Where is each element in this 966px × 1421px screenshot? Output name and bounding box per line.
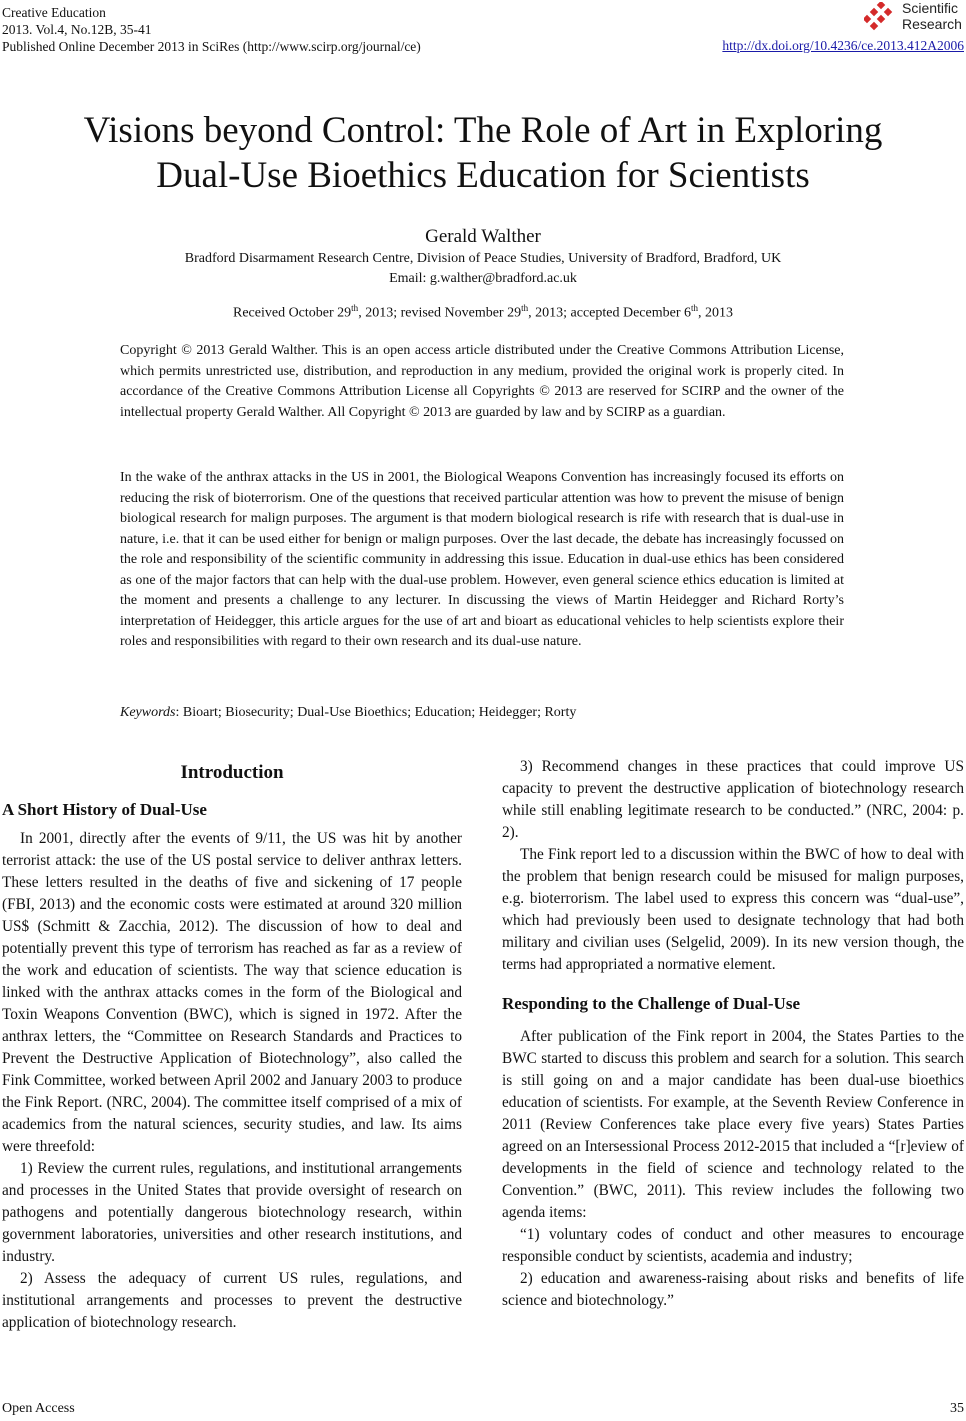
publisher-logo (864, 0, 964, 36)
page-number: 35 (950, 1401, 964, 1416)
journal-volume: 2013. Vol.4, No.12B, 35-41 (2, 22, 152, 37)
paragraph: 2) Assess the adequacy of current US rules, regulations, and institutional arrangements and processes to prevent the destructive application of biotechnology research. (2, 1270, 462, 1331)
right-column (502, 756, 964, 1312)
accepted-sup: th (691, 303, 699, 313)
accepted-date: , 2013; accepted December 6 (528, 305, 691, 321)
paragraph: 1) Review the current rules, regulations, and institutional arrangements and processes in the United States that provide oversight of research on pathogens and potentially dangerous biotechnology research, within government laboratories, universities and other research institutions, and industry. (2, 1160, 462, 1265)
revised-sup: th (521, 303, 529, 313)
article-dates (0, 303, 966, 322)
title-line-2: Dual-Use Bioethics Education for Scientists (156, 155, 810, 196)
received-sup: th (351, 303, 359, 313)
paragraph: 3) Recommend changes in these practices that could improve US capacity to prevent the destructive application of biotechnology research while still enabling legitimate research to be conducted.” (NRC, 2004: p. 2). (502, 758, 964, 841)
affiliation-text: Bradford Disarmament Research Centre, Division of Peace Studies, University of Bradford, Bradford, UK (184, 251, 782, 266)
revised-date: , 2013; revised November 29 (358, 305, 522, 321)
author-affiliation (0, 249, 966, 289)
doi-link[interactable]: http://dx.doi.org/10.4236/ce.2013.412A2006 (722, 38, 964, 53)
keywords-list: : Bioart; Biosecurity; Dual-Use Bioethics; Education; Heidegger; Rorty (175, 705, 577, 720)
abstract: In the wake of the anthrax attacks in the US in 2001, the Biological Weapons Convention has increasingly focused its efforts on reducing the risk of bioterrorism. One of the questions that received particular attention was how to prevent the misuse of benign biological research for malign purposes. The argument is that modern biological research is rife with research that is dual-use in nature, i.e. that it can be used either for benign or malign purposes. Over the last decade, the debate has increasingly focussed on the role and responsibility of the scientific community in addressing this issue. Education in dual-use ethics has been considered as one of the major factors that can help with the dual-use problem. However, even general science ethics education is limited at the moment and presents a challenge to any lecturer. In discussing the views of Martin Heidegger and Richard Rorty’s interpretation of Heidegger, this article argues for the use of art and bioart as educational vehicles to help scientists explore their roles and responsibilities with regard to their own research and its dual-use nature. (120, 470, 844, 649)
keywords (120, 703, 844, 724)
publisher-logo-icon (864, 2, 898, 32)
paragraph: “1) voluntary codes of conduct and other measures to encourage responsible conduct by scientists, academia and industry; (502, 1226, 964, 1265)
paragraph: The Fink report led to a discussion within the BWC of how to deal with the problem that benign research could be misused for malign purposes, e.g. bioterrorism. The label used to express this concern was “dual-use”, which had previously been used to designate technology that had both military and civilian uses (Selgelid, 2009). In its new version though, the terms had appropriated a normative element. (502, 846, 964, 973)
paper-title (0, 108, 966, 198)
journal-header (2, 4, 421, 55)
subsection-heading-responding: Responding to the Challenge of Dual-Use (502, 994, 800, 1013)
copyright-notice: Copyright © 2013 Gerald Walther. This is an open access article distributed under the Creative Commons Attribution License, which permits unrestricted use, distribution, and reproduction in any medium, provided the original work is properly cited. In accordance of the Creative Commons Attribution License all Copyrights © 2013 are reserved for SCIRP and the owner of the intellectual property Gerald Walther. All Copyright © 2013 are guarded by law and by SCIRP as a guardian. (120, 343, 844, 420)
author-name: Gerald Walther (425, 226, 541, 247)
paragraph: 2) education and awareness-raising about risks and benefits of life science and biotechnology.” (502, 1270, 964, 1309)
title-line-1: Visions beyond Control: The Role of Art in Exploring (83, 110, 883, 151)
journal-name: Creative Education (2, 5, 106, 20)
logo-line-2: Research (902, 16, 962, 32)
paragraph: After publication of the Fink report in 2004, the States Parties to the BWC started to discuss this problem and search for a solution. This search is still going on and a major candidate has been dual-use bioethics education of scientists. For example, at the Seventh Review Conference in 2011 (Review Conferences take place every five years) States Parties agreed on an Intersessional Process 2012-2015 that included a “[r]eview of developments in the field of science and technology related to the Convention.” (BWC, 2011). This review includes the following two agenda items: (502, 1028, 964, 1221)
dates-year: , 2013 (698, 305, 734, 321)
subsection-heading-history: A Short History of Dual-Use (2, 800, 207, 819)
logo-line-1: Scientific (902, 0, 959, 16)
author-email: Email: g.walther@bradford.ac.uk (389, 271, 577, 286)
left-column (2, 756, 462, 1334)
paragraph: In 2001, directly after the events of 9/11, the US was hit by another terrorist attack: the use of the US postal service to deliver anthrax letters. These letters resulted in the deaths of five and sickening of 17 people (FBI, 2013) and the economic costs were estimated at around 320 million US$ (Schmitt & Zacchia, 2012). The discussion of how to deal and potentially prevent this type of terrorism has reached as far as a review of the work and education of scientists. The way that science education is linked with the anthrax attacks comes in the form of the Biological and Toxin Weapons Convention (BWC), which is signed in 1972. After the anthrax letters, the “Committee on Research Standards and Practices to Prevent the Destructive Application of Biotechnology”, also called the Fink Committee, worked between April 2002 and January 2003 to produce the Fink Report. (NRC, 2004). The committee itself comprised of a mix of academics from the natural sciences, security studies, and law. Its aims were threefold: (2, 830, 462, 1155)
section-heading-introduction: Introduction (180, 762, 284, 783)
keywords-label: Keywords (120, 705, 176, 720)
published-line: Published Online December 2013 in SciRes (http://www.scirp.org/journal/ce) (2, 39, 421, 54)
received-date: Received October 29 (232, 305, 352, 321)
footer-open-access: Open Access (2, 1401, 75, 1416)
